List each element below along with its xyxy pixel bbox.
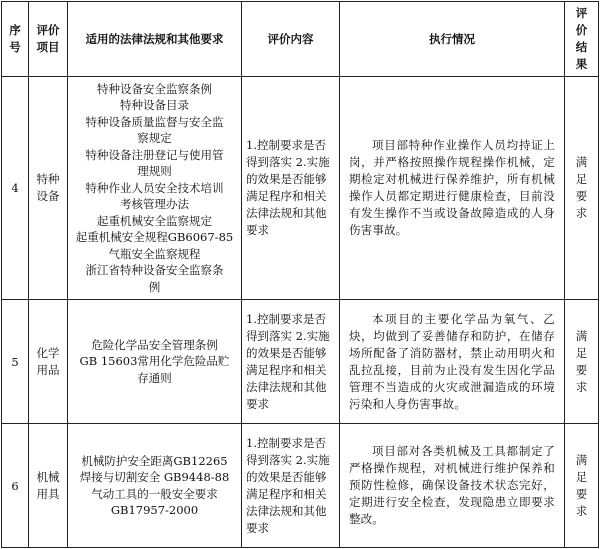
law-line: 存通则 — [137, 370, 172, 385]
header-row — [2, 2, 599, 77]
law-line: 起重机械安全规程GB6067-85 — [75, 230, 234, 245]
header-result: 评价结果 — [565, 2, 599, 77]
law-line: 例 — [148, 279, 161, 294]
row-content: 1.控制要求是否得到落实 2.实施的效果是否能够满足程序和相关法律法规和其他要求 — [242, 300, 340, 424]
header-no: 序号 — [2, 2, 29, 77]
law-line: 理规则 — [137, 164, 172, 179]
law-line: GB17957-2000 — [110, 503, 199, 517]
row-item: 机械用具 — [29, 424, 68, 548]
law-line: 察规定 — [137, 131, 172, 146]
row-content: 1.控制要求是否得到落实 2.实施的效果是否能够满足程序和相关法律法规和其他要求 — [242, 424, 340, 548]
law-line: 特种设备目录 — [120, 98, 189, 113]
row-number: 5 — [2, 300, 29, 424]
row-laws — [68, 300, 242, 424]
law-line: 特种设备质量监督与安全监 — [85, 114, 224, 129]
row-laws — [68, 77, 242, 300]
law-line: 特种设备安全监察条例 — [97, 81, 212, 96]
law-line: 浙江省特种设备安全监察条 — [85, 263, 224, 278]
header-law: 适用的法律法规和其他要求 — [68, 2, 242, 77]
header-item: 评价项目 — [29, 2, 68, 77]
table-row — [2, 300, 599, 424]
evaluation-table — [1, 1, 599, 548]
row-execution: 项目部特种作业操作人员均持证上岗，并严格按照操作规程操作机械，定期检定对机械进行保养维护，所有机械操作人员都定期进行健康检查，目前没有发生操作不当或设备故障造成的人身伤害事故。 — [340, 77, 565, 300]
row-item: 特种设备 — [29, 77, 68, 300]
row-number: 4 — [2, 77, 29, 300]
law-line: 焊接与切割安全 GB9448-88 — [79, 470, 230, 484]
law-line: 危险化学品安全管理条例 — [91, 337, 218, 352]
law-line: 机械防护安全距离GB12265 — [81, 453, 228, 468]
row-result: 满足要求 — [565, 300, 599, 424]
table-row — [2, 424, 599, 548]
law-line: 考核管理办法 — [120, 197, 189, 212]
row-content: 1.控制要求是否得到落实 2.实施的效果是否能够满足程序和相关法律法规和其他要求 — [242, 77, 340, 300]
law-line: 气动工具的一般安全要求 — [91, 486, 218, 501]
law-line: 气瓶安全监察规程 — [108, 246, 201, 261]
law-line: 特种作业人员安全技术培训 — [85, 180, 224, 195]
table-row — [2, 77, 599, 300]
row-execution: 本项目的主要化学品为氧气、乙炔，均做到了妥善储存和防护，在储存场所配备了消防器材，禁止动用明火和乱拉乱接，目前为止没有发生因化学品管理不当造成的火灾或泄漏造成的环境污染和人身伤害事故。 — [340, 300, 565, 424]
law-line: 特种设备注册登记与使用管 — [85, 147, 224, 162]
row-execution: 项目部对各类机械及工具都制定了严格操作规程，对机械进行维护保养和预防性检修，确保设备技术状态完好，定期进行安全检查，发现隐患立即要求整改。 — [340, 424, 565, 548]
header-execution: 执行情况 — [340, 2, 565, 77]
row-result: 满足要求 — [565, 424, 599, 548]
row-result: 满足要求 — [565, 77, 599, 300]
row-laws — [68, 424, 242, 548]
law-line: GB 15603常用化学危险品贮 — [79, 354, 230, 369]
header-content: 评价内容 — [242, 2, 340, 77]
row-number: 6 — [2, 424, 29, 548]
law-line: 起重机械安全监察规定 — [97, 213, 212, 228]
row-item: 化学用品 — [29, 300, 68, 424]
